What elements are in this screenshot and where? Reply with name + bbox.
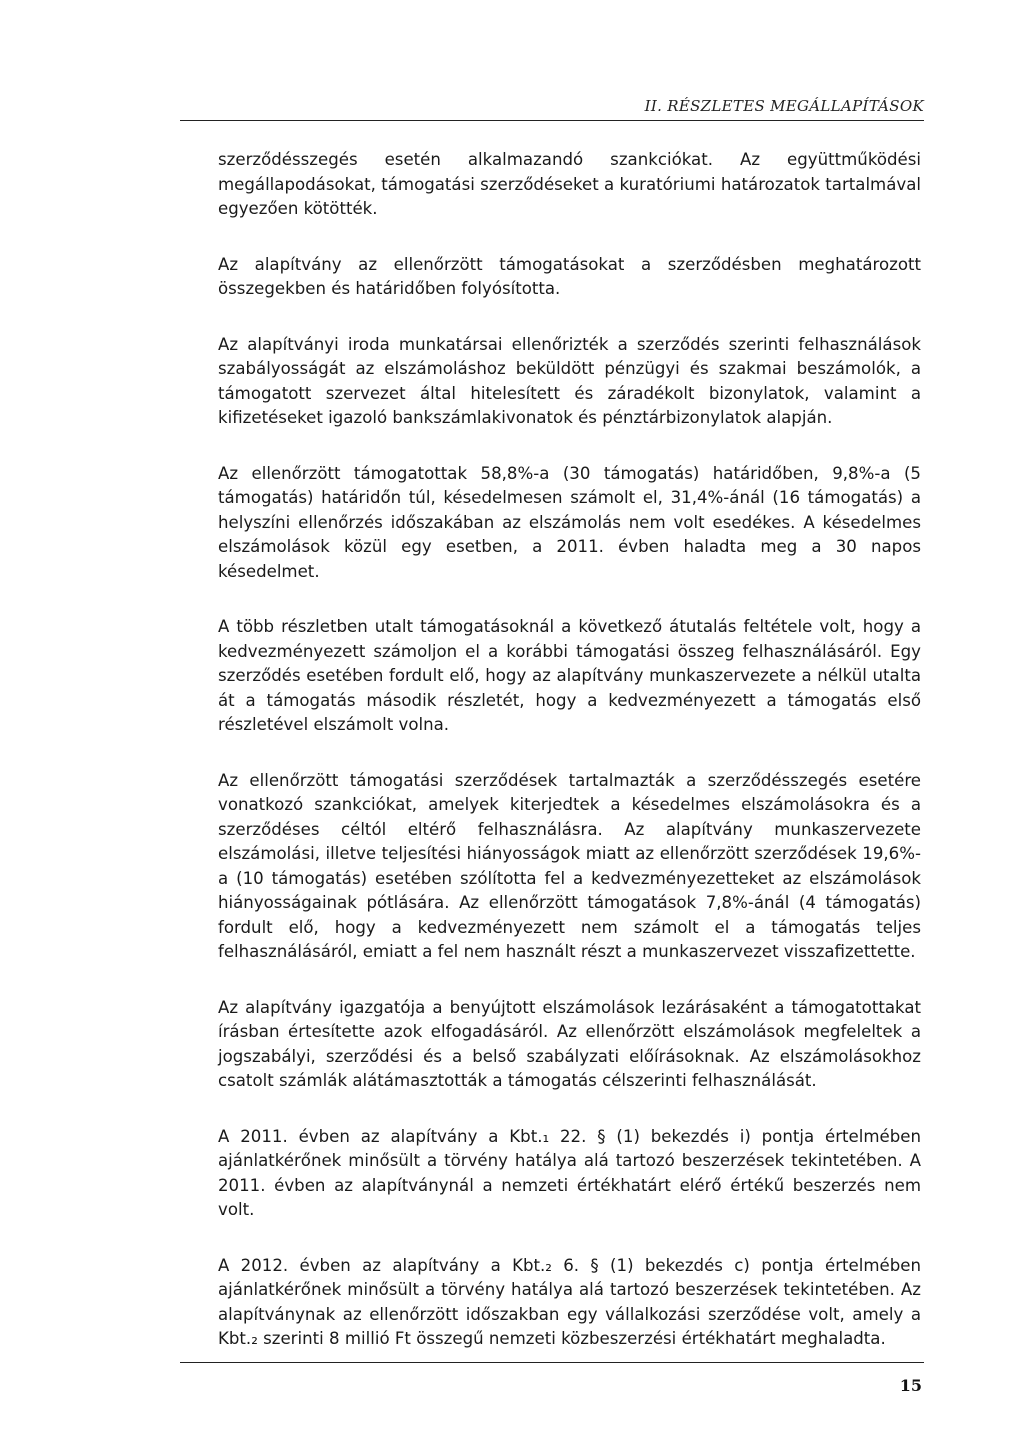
paragraph-7: Az alapítvány igazgatója a benyújtott elszámolások lezárásaként a támogatottakat írásban értesítette azok elfogadásáról. Az ellenőrzött elszámolások megfeleltek a jogszabályi, szerződési és a belső szabályzati előírásoknak. Az elszámolásokhoz csatolt számlák alátámasztották a támogatás célszerinti felhasználását.: [218, 997, 921, 1090]
paragraph-9: A 2012. évben az alapítvány a Kbt.₂ 6. § (1) bekezdés c) pontja értelmében ajánlatkérőnek minősült a törvény hatálya alá tartozó beszerzések tekintetében. Az alapítványnak az ellenőrzött időszakban egy vállalkozási szerződése volt, amely a Kbt.₂ szerinti 8 millió Ft összegű nemzeti közbeszerzési értékhatárt meghaladta.: [218, 1255, 921, 1348]
header-rule: [180, 120, 924, 121]
running-header: II. RÉSZLETES MEGÁLLAPÍTÁSOK: [644, 97, 924, 115]
paragraph-1: szerződésszegés esetén alkalmazandó szankciókat. Az együttműködési megállapodásokat, támogatási szerződéseket a kuratóriumi határozatok tartalmával egyezően kötötték.: [218, 150, 921, 218]
paragraph-3: Az alapítványi iroda munkatársai ellenőrizték a szerződés szerinti felhasználások szabályosságát az elszámoláshoz beküldött pénzügyi és szakmai beszámolók, a támogatott szervezet által hitelesített és záradékolt bizonylatok, valamint a kifizetéseket igazoló bankszámlakivonatok és pénztárbizonylatok alapján.: [218, 334, 921, 427]
footer-rule: [180, 1362, 924, 1363]
paragraph-2: Az alapítvány az ellenőrzött támogatásokat a szerződésben meghatározott összegekben és határidőben folyósította.: [218, 254, 921, 298]
paragraph-4: Az ellenőrzött támogatottak 58,8%-a (30 támogatás) határidőben, 9,8%-a (5 támogatás) határidőn túl, késedelmesen számolt el, 31,4%-ánál (16 támogatás) a helyszíni ellenőrzés időszakában az elszámolás nem volt esedékes. A késedelmes elszámolások közül egy esetben, a 2011. évben haladta meg a 30 napos késedelmet.: [218, 463, 921, 581]
page-body: [218, 148, 921, 1383]
paragraph-5: A több részletben utalt támogatásoknál a következő átutalás feltétele volt, hogy a kedvezményezett számoljon el a korábbi támogatási összeg felhasználásáról. Egy szerződés esetében fordult elő, hogy az alapítvány munkaszervezete a nélkül utalta át a támogatás második részletét, hogy a kedvezményezett a támogatás első részletével elszámolt volna.: [218, 617, 921, 734]
page-number: 15: [899, 1376, 922, 1395]
paragraph-6: Az ellenőrzött támogatási szerződések tartalmazták a szerződésszegés esetére vonatkozó szankciókat, amelyek kiterjedtek a késedelmes elszámolásokra és a szerződéses céltól eltérő felhasználásra. Az alapítvány munkaszervezete elszámolási, illetve teljesítési hiányosságok miatt az ellenőrzött szerződések 19,6%-a (10 támogatás) esetében szólította fel a kedvezményezetteket az elszámolások hiányosságainak pótlására. Az ellenőrzött támogatások 7,8%-ánál (4 támogatás) fordult elő, hogy a kedvezményezett nem számolt el a támogatás teljes felhasználásáról, emiatt a fel nem használt részt a munkaszervezet visszafizettette.: [218, 770, 921, 961]
paragraph-8: A 2011. évben az alapítvány a Kbt.₁ 22. § (1) bekezdés i) pontja értelmében ajánlatkérőnek minősült a törvény hatálya alá tartozó beszerzések tekintetében. A 2011. évben az alapítványnál a nemzeti értékhatárt elérő értékű beszerzés nem volt.: [218, 1126, 921, 1219]
